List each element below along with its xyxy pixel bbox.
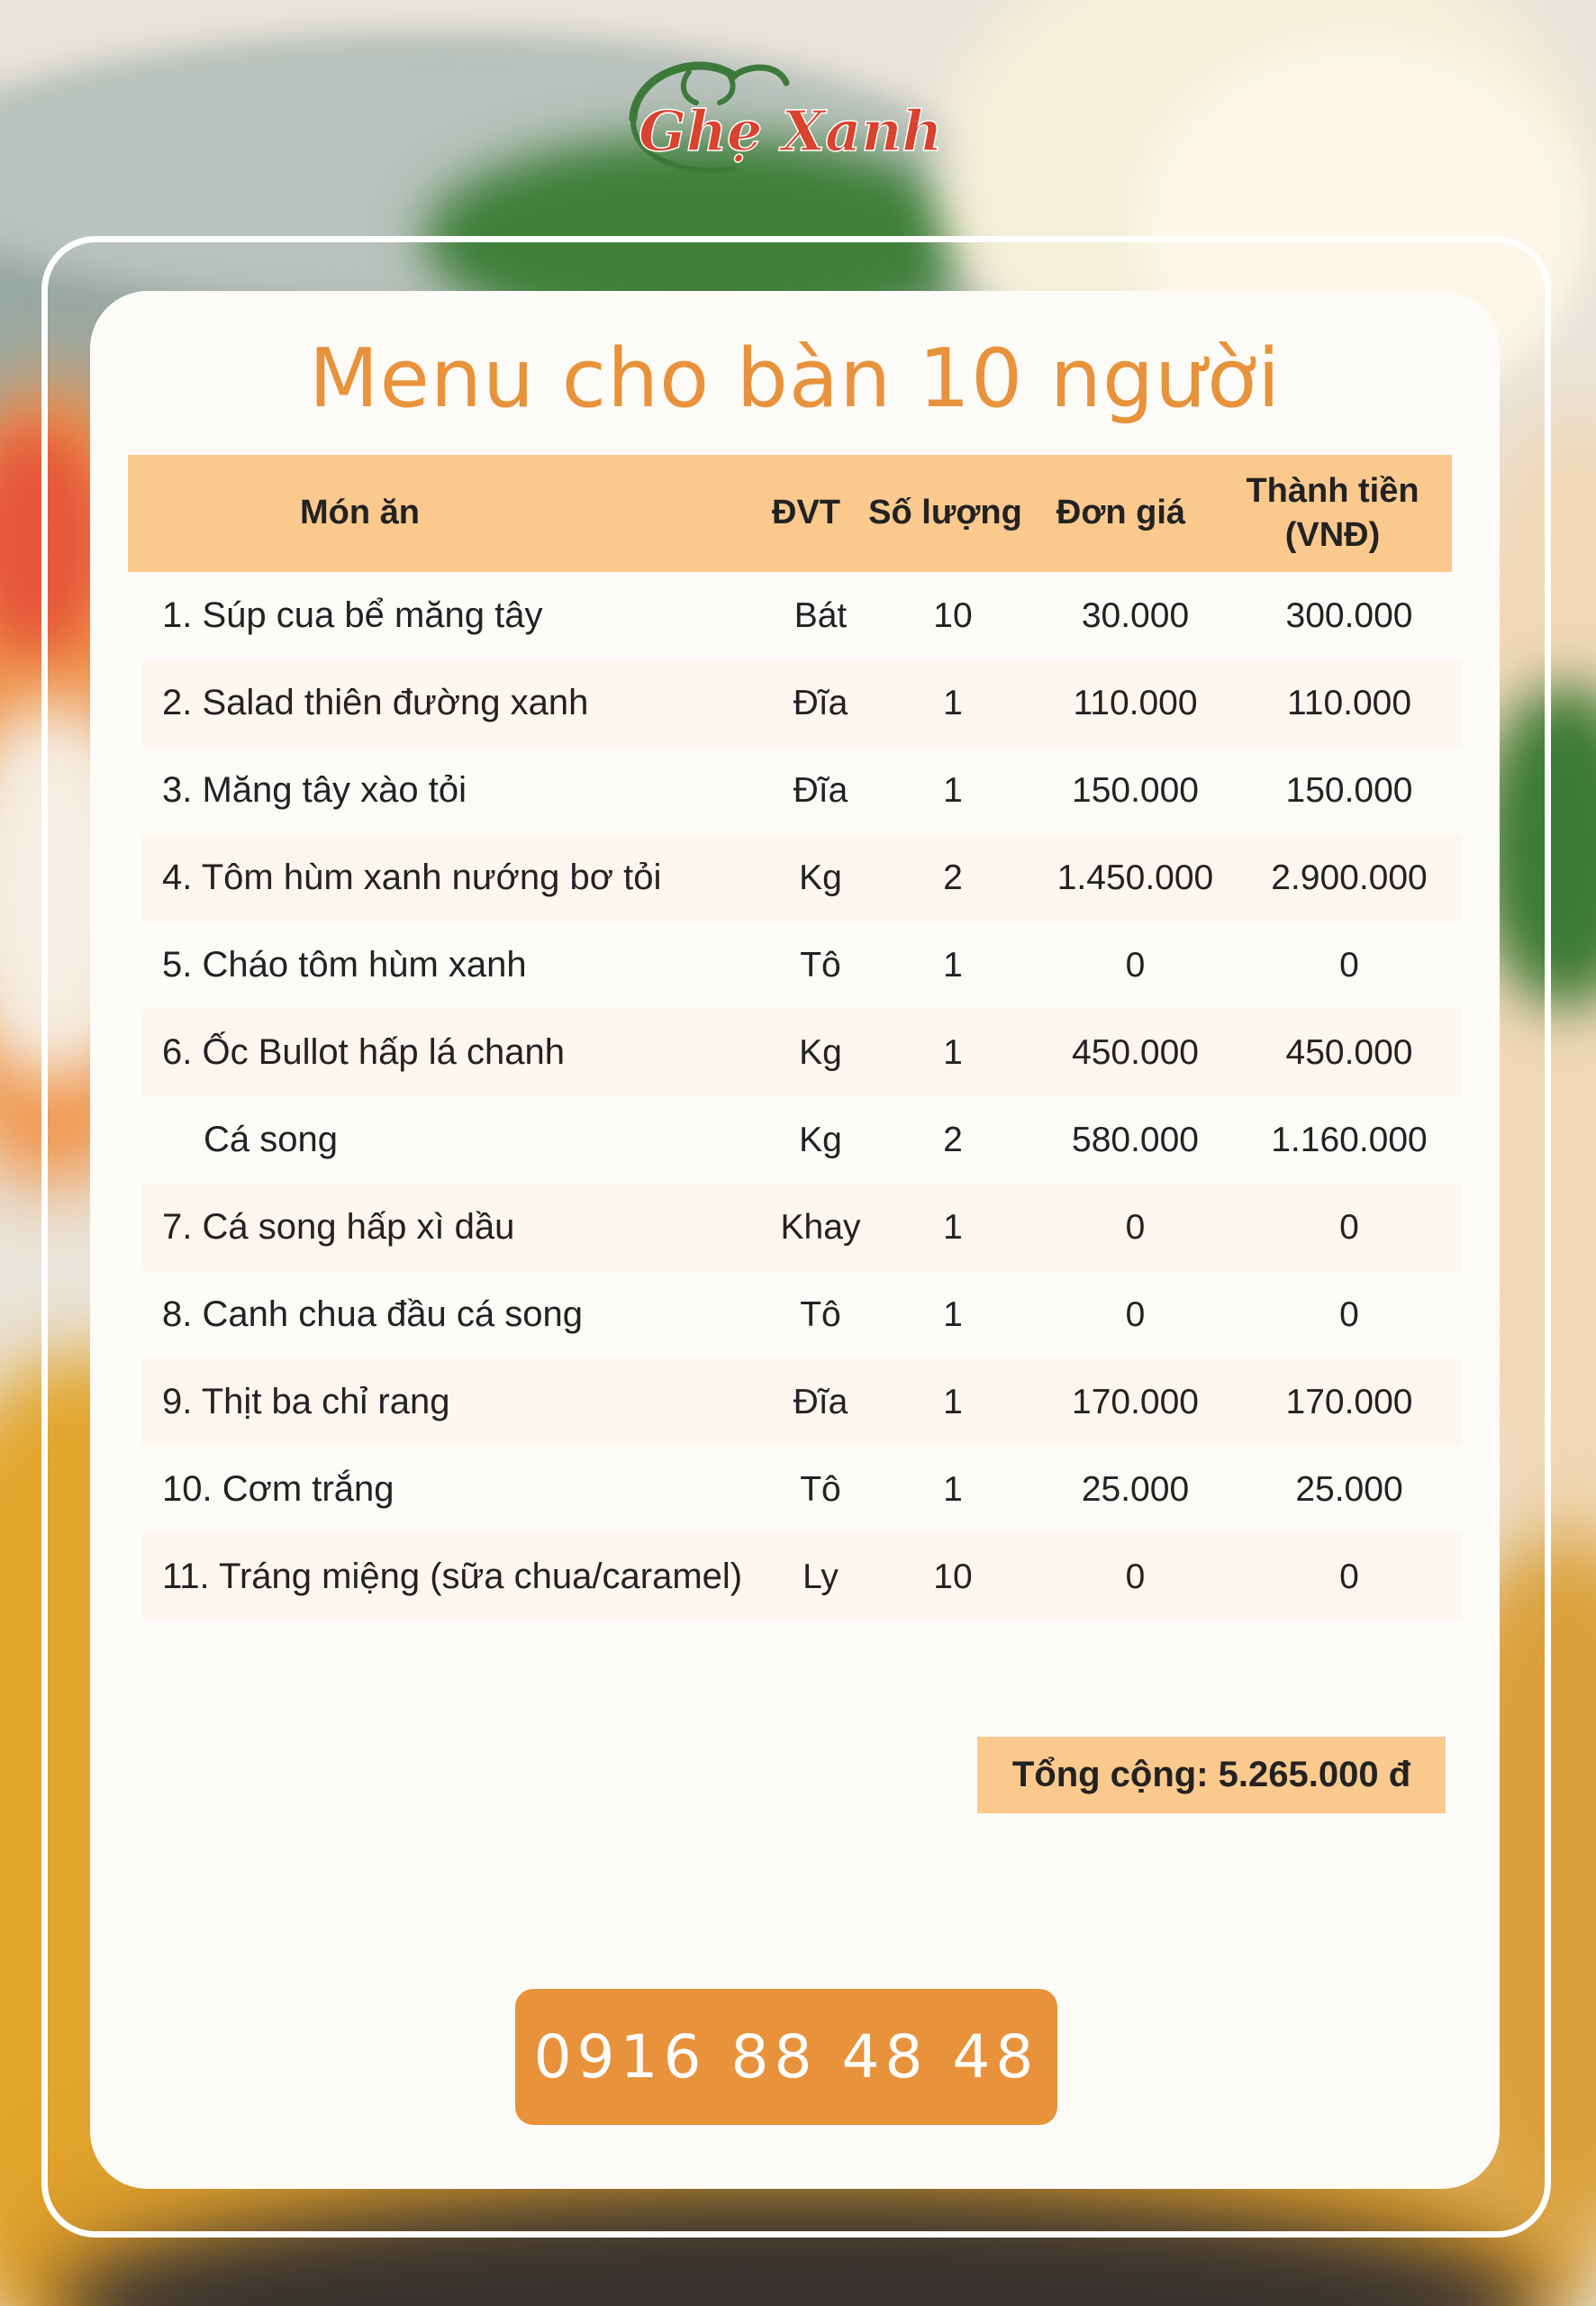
dish-name: 6. Ốc Bullot hấp lá chanh — [162, 1032, 565, 1072]
dish-unit: Tô — [800, 945, 841, 985]
table-row — [142, 1533, 1462, 1621]
dish-total: 2.900.000 — [1271, 858, 1428, 897]
dish-price: 110.000 — [1073, 683, 1198, 722]
grand-total: Tổng cộng: 5.265.000 đ — [977, 1737, 1446, 1813]
table-row — [142, 572, 1462, 659]
dish-quantity: 1 — [943, 770, 963, 810]
svg-text:Ghẹ Xanh: Ghẹ Xanh — [639, 98, 943, 164]
dish-quantity: 1 — [943, 1294, 963, 1334]
dish-total: 450.000 — [1285, 1032, 1413, 1072]
dish-total: 0 — [1339, 1207, 1359, 1247]
dish-total: 0 — [1339, 1294, 1359, 1334]
table-row — [142, 1271, 1462, 1358]
dish-name: 8. Canh chua đầu cá song — [162, 1294, 584, 1334]
header-unit-price: Đơn giá — [1056, 494, 1186, 532]
dish-unit: Đĩa — [793, 683, 848, 722]
dish-price: 30.000 — [1081, 595, 1190, 635]
dish-quantity: 2 — [943, 1120, 963, 1159]
dish-unit: Khay — [780, 1207, 861, 1247]
dish-unit: Kg — [799, 1120, 842, 1159]
dish-total: 110.000 — [1286, 683, 1412, 722]
dish-name: 7. Cá song hấp xì dầu — [162, 1207, 515, 1247]
dish-price: 150.000 — [1072, 770, 1199, 810]
dish-name: 9. Thịt ba chỉ rang — [162, 1382, 450, 1421]
header-dish: Món ăn — [300, 494, 420, 532]
menu-card — [90, 291, 1500, 2189]
dish-price: 0 — [1125, 1294, 1146, 1334]
dish-quantity: 1 — [943, 1469, 963, 1509]
dish-name: 5. Cháo tôm hùm xanh — [162, 945, 527, 985]
table-row — [142, 1184, 1462, 1271]
dish-total: 150.000 — [1285, 770, 1413, 810]
dish-price: 450.000 — [1072, 1032, 1199, 1072]
dish-quantity: 1 — [943, 945, 963, 985]
brand-logo — [626, 56, 968, 191]
header-total: Thành tiền (VNĐ) — [1246, 471, 1419, 554]
dish-price: 0 — [1125, 945, 1146, 985]
menu-title: Menu cho bàn 10 người — [308, 331, 1282, 426]
dish-name: 3. Măng tây xào tỏi — [162, 770, 467, 810]
dish-quantity: 1 — [943, 1207, 963, 1247]
table-row — [142, 747, 1462, 834]
table-row — [142, 834, 1462, 921]
dish-name: 10. Cơm trắng — [162, 1469, 394, 1509]
dish-price: 170.000 — [1072, 1382, 1199, 1421]
dish-quantity: 1 — [943, 1382, 963, 1421]
dish-price: 0 — [1125, 1557, 1146, 1596]
table-header — [128, 455, 1452, 572]
dish-total: 170.000 — [1285, 1382, 1413, 1421]
dish-name: 11. Tráng miệng (sữa chua/caramel) — [162, 1557, 743, 1596]
dish-quantity: 2 — [943, 858, 963, 897]
phone-number-button[interactable]: 0916 88 48 48 — [515, 1989, 1057, 2125]
table-row — [142, 1446, 1462, 1533]
dish-unit: Kg — [799, 858, 842, 897]
table-row — [142, 659, 1462, 747]
dish-price: 25.000 — [1081, 1469, 1190, 1509]
dish-unit: Tô — [800, 1294, 841, 1334]
dish-price: 0 — [1125, 1207, 1146, 1247]
header-quantity: Số lượng — [868, 494, 1022, 532]
dish-total: 25.000 — [1295, 1469, 1403, 1509]
dish-unit: Bát — [793, 595, 848, 635]
table-row — [142, 1096, 1462, 1184]
dish-total: 1.160.000 — [1271, 1120, 1428, 1159]
dish-price: 580.000 — [1072, 1120, 1199, 1159]
dish-name: 4. Tôm hùm xanh nướng bơ tỏi — [162, 858, 662, 897]
header-unit: ĐVT — [772, 494, 840, 532]
dish-quantity: 1 — [943, 683, 963, 722]
dish-unit: Kg — [799, 1032, 842, 1072]
dish-price: 1.450.000 — [1056, 858, 1214, 897]
dish-name: 1. Súp cua bể măng tây — [162, 595, 543, 635]
dish-quantity: 1 — [943, 1032, 963, 1072]
dish-total: 0 — [1339, 1557, 1359, 1596]
dish-unit: Đĩa — [793, 770, 848, 810]
dish-unit: Ly — [803, 1557, 839, 1596]
menu-rows — [142, 572, 1462, 1621]
crab-logo-icon — [626, 56, 968, 191]
dish-quantity: 10 — [933, 1557, 973, 1596]
table-row — [142, 1009, 1462, 1096]
dish-total: 0 — [1339, 945, 1359, 985]
table-row — [142, 921, 1462, 1009]
dish-total: 300.000 — [1285, 595, 1413, 635]
dish-unit: Tô — [800, 1469, 841, 1509]
dish-quantity: 10 — [933, 595, 973, 635]
table-row — [142, 1358, 1462, 1446]
dish-name: Cá song — [204, 1120, 338, 1159]
dish-unit: Đĩa — [793, 1382, 848, 1421]
dish-name: 2. Salad thiên đường xanh — [162, 683, 589, 722]
